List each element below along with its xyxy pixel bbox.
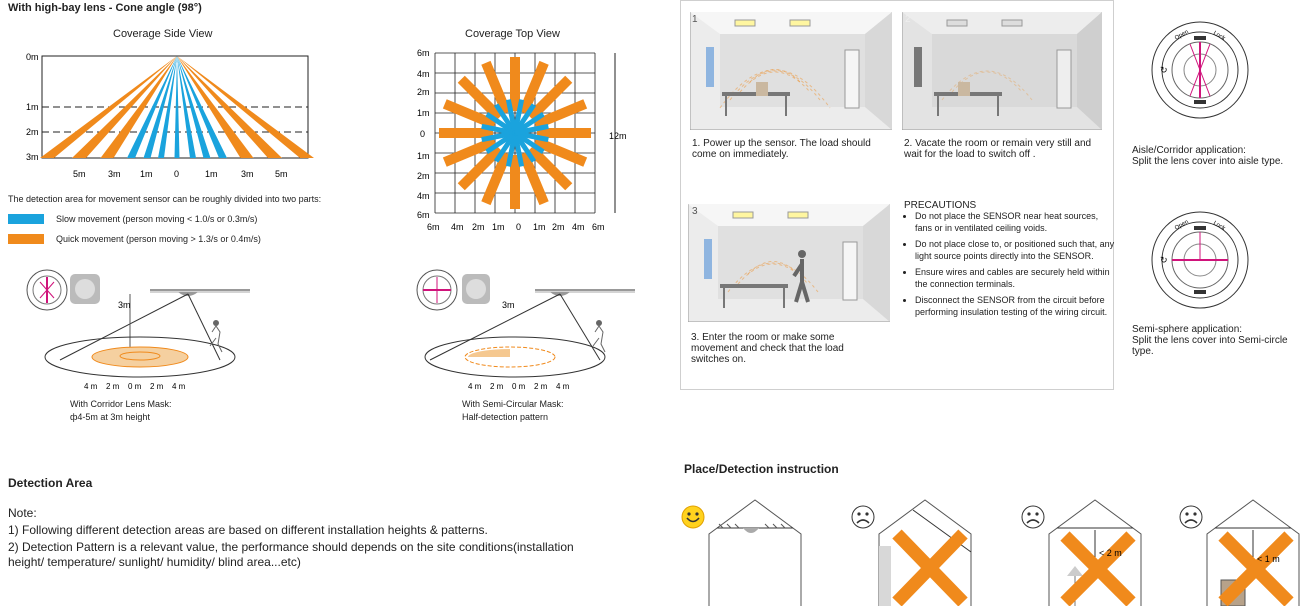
- precaution-item: • Do not place close to, or positioned such that, any light source points directly into the SENSOR.: [915, 238, 1115, 262]
- top-y-label: 6m: [417, 210, 430, 220]
- top-x-label: 2m: [472, 222, 485, 232]
- quick-label: Quick movement (person moving > 1.3/s or 0.4m/s): [56, 234, 261, 244]
- top-x-label: 0: [516, 222, 522, 232]
- aisle-lens-cover: [1150, 10, 1250, 134]
- semicircle-scale: 2 m: [490, 382, 504, 391]
- side-y-label: 3m: [26, 152, 39, 162]
- top-y-label: 1m: [417, 108, 430, 118]
- corridor-height: 3m: [118, 300, 131, 310]
- top-x-label: 6m: [427, 222, 440, 232]
- rotate-icon: ↻: [1160, 65, 1168, 75]
- aisle-title: Aisle/Corridor application:: [1132, 145, 1246, 156]
- top-x-label: 2m: [552, 222, 565, 232]
- precautions-list: [903, 210, 1115, 322]
- side-x-label: 3m: [241, 169, 254, 179]
- top-x-label: 6m: [592, 222, 605, 232]
- top-view-chart: [410, 45, 635, 235]
- semicircle-caption-2: Half-detection pattern: [462, 412, 549, 422]
- top-x-label: 4m: [572, 222, 585, 232]
- step-text: 1. Power up the sensor. The load should come on immediately.: [692, 138, 871, 160]
- precautions-title: PRECAUTIONS: [904, 200, 977, 211]
- side-x-label: 1m: [205, 169, 218, 179]
- rotate-icon: ↻: [1160, 255, 1168, 265]
- top-view-title: Coverage Top View: [465, 28, 560, 40]
- detection-area-heading: Detection Area: [8, 476, 93, 490]
- note-1: 1) Following different detection areas are based on different installation heights & patterns.: [8, 523, 488, 537]
- top-x-label: 4m: [451, 222, 464, 232]
- step-text: 2. Vacate the room or remain very still and wait for the load to switch off .: [904, 138, 1092, 160]
- smiley-sad-icon: [850, 504, 876, 530]
- distance-label: < 1 m: [1257, 554, 1280, 564]
- side-y-label: 0m: [26, 52, 39, 62]
- corridor-diagram: [20, 260, 260, 400]
- top-x-label: 1m: [533, 222, 546, 232]
- semicircle-height: 3m: [502, 300, 515, 310]
- room-illustration-1: [690, 12, 892, 130]
- placement-heading: Place/Detection instruction: [684, 462, 839, 476]
- section-title: With high-bay lens - Cone angle (98°): [8, 2, 202, 14]
- lock-label: Lock: [1212, 220, 1226, 233]
- slow-swatch: [8, 214, 44, 224]
- precaution-item: • Ensure wires and cables are securely held within the connection terminals.: [915, 266, 1115, 290]
- placement-correct: [705, 496, 805, 606]
- semi-lens-cover: [1150, 200, 1250, 324]
- open-label: Open: [1174, 29, 1190, 42]
- step-text: 3. Enter the room or make some movement and check that the load switches on.: [691, 332, 844, 365]
- corridor-scale: 2 m: [150, 382, 164, 391]
- top-y-label: 1m: [417, 151, 430, 161]
- corridor-scale: 0 m: [128, 382, 142, 391]
- top-y-label: 2m: [417, 87, 430, 97]
- note-2: 2) Detection Pattern is a relevant value, the performance should depends on the site conditions(installation: [8, 540, 574, 554]
- side-y-label: 2m: [26, 127, 39, 137]
- corridor-caption-2: ф4-5m at 3m height: [70, 412, 150, 422]
- corridor-scale: 2 m: [106, 382, 120, 391]
- note-3: height/ temperature/ sunlight/ humidity/ blind area...etc): [8, 555, 301, 569]
- semicircle-scale: 2 m: [534, 382, 548, 391]
- distance-label: < 2 m: [1099, 548, 1122, 558]
- side-x-label: 5m: [73, 169, 86, 179]
- side-y-label: 1m: [26, 102, 39, 112]
- top-y-label: 4m: [417, 191, 430, 201]
- semicircle-diagram: [400, 260, 640, 400]
- room-illustration-2: [902, 12, 1102, 130]
- top-y-label: 6m: [417, 48, 430, 58]
- top-y-label: 0: [420, 129, 426, 139]
- note-label: Note:: [8, 506, 37, 520]
- aisle-text: Split the lens cover into aisle type.: [1132, 156, 1284, 167]
- smiley-sad-icon: [1020, 504, 1046, 530]
- side-x-label: 5m: [275, 169, 288, 179]
- quick-swatch: [8, 234, 44, 244]
- smiley-sad-icon: [1178, 504, 1204, 530]
- step-number: 2: [905, 14, 911, 25]
- semicircle-caption: With Semi-Circular Mask:: [462, 399, 564, 409]
- room-illustration-3: [688, 204, 890, 322]
- smiley-happy-icon: [680, 504, 706, 530]
- top-side-label: 12m: [609, 131, 627, 141]
- corridor-caption: With Corridor Lens Mask:: [70, 399, 172, 409]
- placement-wrong-wall: [875, 496, 975, 606]
- detection-intro: The detection area for movement sensor can be roughly divided into two parts:: [8, 194, 322, 204]
- side-x-label: 3m: [108, 169, 121, 179]
- top-x-label: 1m: [492, 222, 505, 232]
- corridor-scale: 4 m: [84, 382, 98, 391]
- precaution-item: • Do not place the SENSOR near heat sources, fans or in ventilated ceiling voids.: [915, 210, 1115, 234]
- side-view-title: Coverage Side View: [113, 28, 213, 40]
- top-y-label: 2m: [417, 171, 430, 181]
- semicircle-scale: 0 m: [512, 382, 526, 391]
- placement-wrong-light: [1045, 496, 1145, 606]
- lock-label: Lock: [1212, 30, 1226, 43]
- placement-wrong-heat: [1203, 496, 1303, 606]
- step-number: 3: [692, 206, 698, 217]
- side-x-label: 1m: [140, 169, 153, 179]
- semi-title: Semi-sphere application:: [1132, 324, 1243, 335]
- step-number: 1: [692, 14, 698, 25]
- open-label: Open: [1174, 219, 1190, 232]
- side-view-chart: [0, 40, 320, 185]
- corridor-scale: 4 m: [172, 382, 186, 391]
- slow-label: Slow movement (person moving < 1.0/s or 0.3m/s): [56, 214, 258, 224]
- semicircle-scale: 4 m: [556, 382, 570, 391]
- semicircle-scale: 4 m: [468, 382, 482, 391]
- side-x-label: 0: [174, 169, 180, 179]
- top-y-label: 4m: [417, 69, 430, 79]
- semi-text: Split the lens cover into Semi-circle type.: [1132, 335, 1288, 357]
- precaution-item: • Disconnect the SENSOR from the circuit before performing insulation testing of the wiring circuit.: [915, 294, 1115, 318]
